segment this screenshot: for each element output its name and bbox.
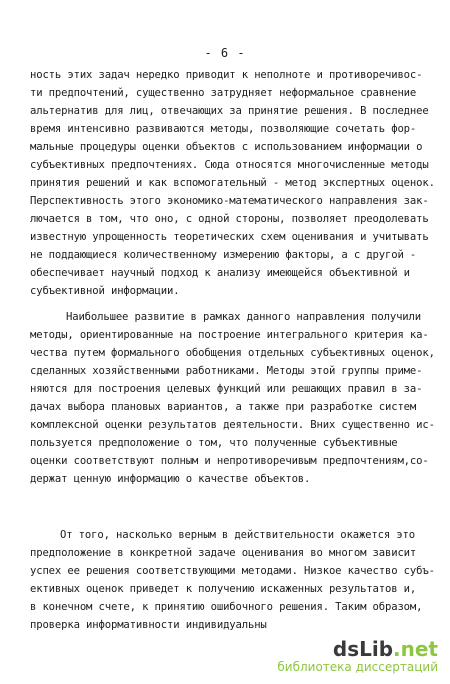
paragraph-first-line: От того, насколько верным в действительности окажется это bbox=[60, 529, 415, 541]
text-line: обеспечивает научный подход к анализу имеющейся объективной и bbox=[30, 267, 410, 279]
text-line: мальные процедуры оценки объектов с использованием информации о bbox=[30, 141, 423, 153]
text-line: принятия решений и как вспомогательный - метод экспертных оценок. bbox=[30, 177, 435, 189]
watermark-logo-main: dsLib bbox=[332, 637, 394, 661]
text-line: ективных оценок приведет к получению искаженных результатов и, bbox=[30, 583, 417, 595]
text-line: пользуется предположение о том, что полученные субъективные bbox=[30, 437, 398, 449]
text-line: субъективных предпочтениях. Сюда относятся многочисленные методы bbox=[30, 159, 429, 171]
text-line: няются для построения целевых функций или решающих правил в за- bbox=[30, 383, 423, 395]
watermark-subtitle: библиотека диссертаций bbox=[277, 660, 438, 674]
text-line: Перспективность этого экономико-математического направления зак- bbox=[30, 195, 429, 207]
text-line: в конечном счете, к принятию ошибочного решения. Таким образом, bbox=[30, 601, 423, 613]
text-line: ность этих задач нередко приводит к неполноте и противоречивос- bbox=[30, 69, 423, 81]
text-line: предположение в конкретной задаче оценивания во многом зависит bbox=[30, 547, 417, 559]
text-line: чества путем формального обобщения отдельных субъективных оценок, bbox=[30, 347, 435, 359]
text-line: субъективной информации. bbox=[30, 285, 180, 297]
watermark-logo bbox=[258, 638, 438, 660]
text-line: ти предпочтений, существенно затрудняет неформальное сравнение bbox=[30, 87, 417, 99]
text-line: сделанных хозяйственными работниками. Методы этой группы приме- bbox=[30, 365, 423, 377]
text-line: оценки соответствуют полным и непротиворечивым предпочтениям,со- bbox=[30, 455, 429, 467]
text-line: известную упрощенность теоретических схем оценивания и учитывать bbox=[30, 231, 429, 243]
text-line: альтернатив для лиц, отвечающих за принятие решения. В последнее bbox=[30, 105, 429, 117]
text-line: проверка информативности индивидуальны bbox=[30, 619, 267, 631]
text-line: комплексной оценки результатов деятельности. Вних существенно ис- bbox=[30, 419, 435, 431]
text-line: методы, ориентированные на построение интегрального критерия ка- bbox=[30, 329, 429, 341]
text-line: держат ценную информацию о качестве объектов. bbox=[30, 473, 311, 485]
paragraph-first-line: Наибольшее развитие в рамках данного направления получили bbox=[66, 311, 421, 323]
text-line: лючается в том, что оно, с одной стороны, позволяет преодолевать bbox=[30, 213, 429, 225]
watermark-logo-suffix: .net bbox=[393, 637, 438, 661]
text-line: успех ее решения соответствующими методами. Низкое качество субъ- bbox=[30, 565, 435, 577]
text-line: время интенсивно развиваются методы, позволяющие сочетать фор- bbox=[30, 123, 417, 135]
text-line: не поддающиеся количественному измерению факторы, а с другой - bbox=[30, 249, 417, 261]
site-watermark bbox=[258, 638, 438, 674]
text-line: дачах выбора плановых вариантов, а также при разработке систем bbox=[30, 401, 417, 413]
page-number: - 6 - bbox=[204, 46, 246, 60]
